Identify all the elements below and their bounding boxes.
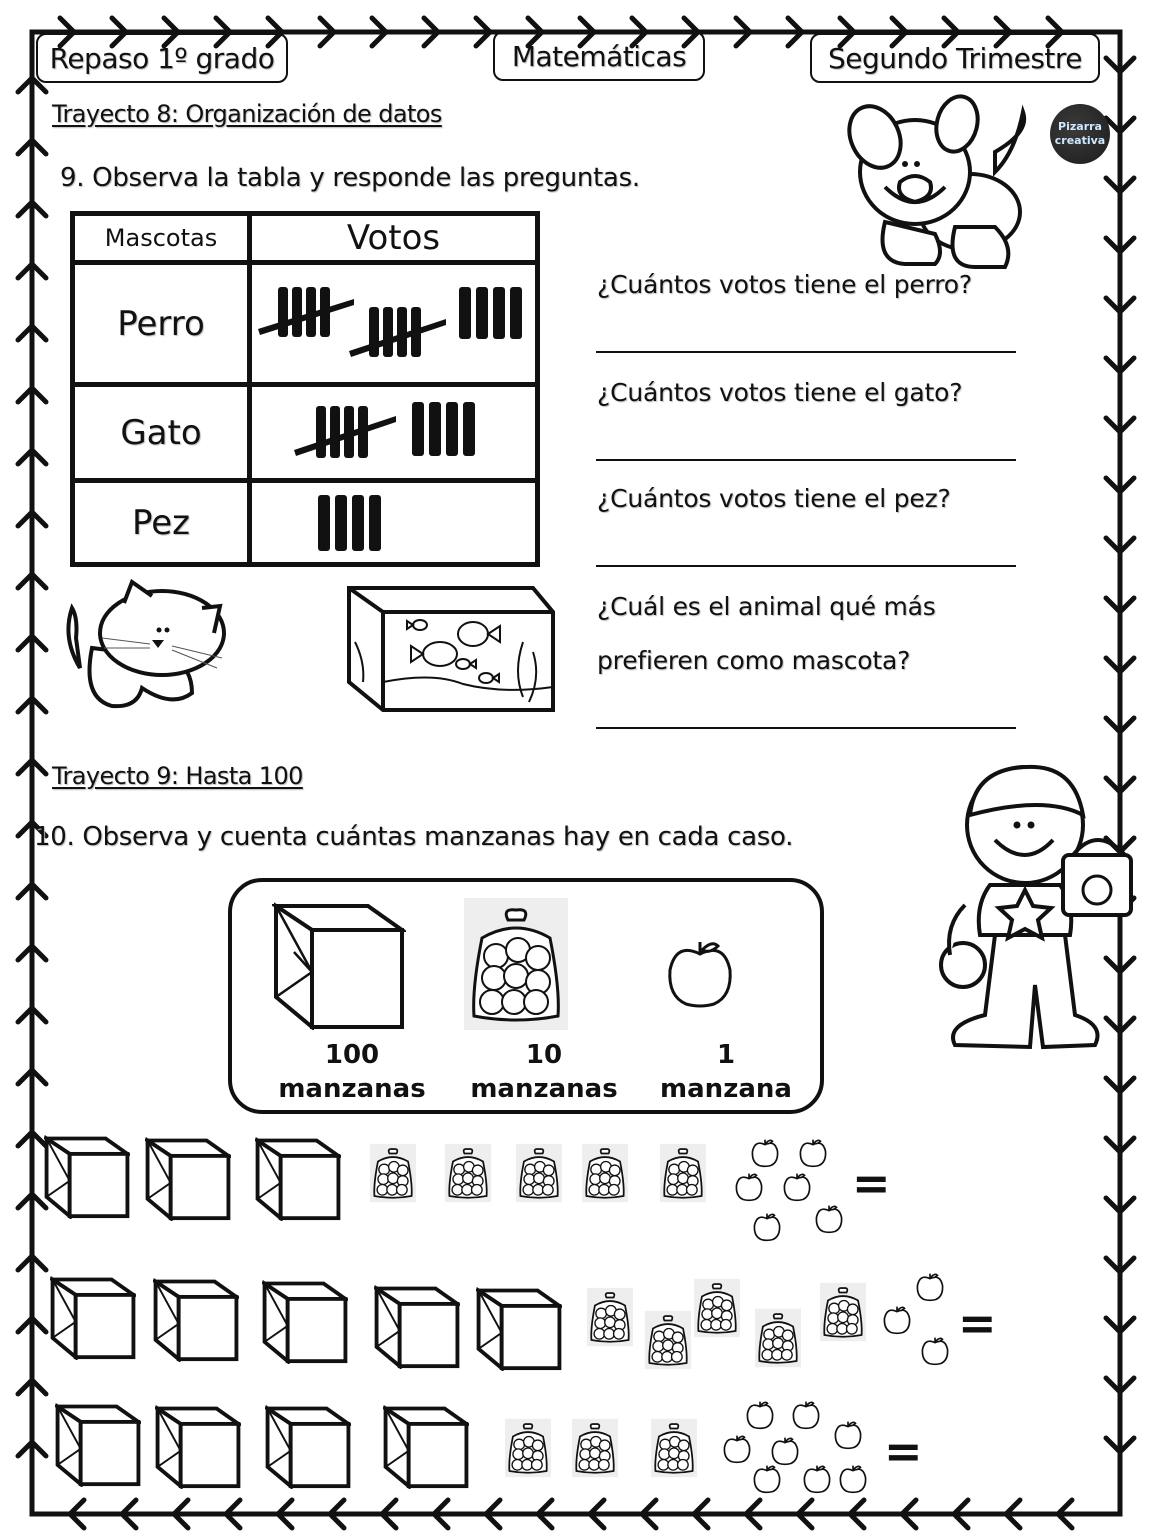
legend-value: 100 (324, 1040, 380, 1070)
box-icon (255, 1137, 341, 1225)
apple-icon (752, 1464, 782, 1498)
apple-icon (798, 1138, 828, 1172)
table-row (73, 263, 538, 385)
box-icon (44, 1135, 130, 1223)
box-icon (265, 1405, 351, 1493)
bag-icon (755, 1308, 801, 1372)
boy-with-bag-icon (935, 755, 1135, 1065)
legend-value: 1 (716, 1040, 736, 1070)
apple-icon (782, 1172, 812, 1206)
pet-name: Perro (73, 263, 250, 385)
votes-table (70, 211, 540, 567)
legend-item-box (272, 1038, 432, 1106)
question-pez: ¿Cuántos votos tiene el pez? (597, 484, 951, 513)
bag-icon (464, 898, 568, 1030)
table-header-votos: Votos (250, 214, 538, 263)
pet-name: Gato (73, 385, 250, 481)
subject-label: Matemáticas (493, 31, 705, 81)
apple-icon (750, 1138, 780, 1172)
apple-icon (722, 1434, 752, 1468)
logo-line1: Pizarra (1058, 120, 1102, 133)
answer-line-perro[interactable] (596, 351, 1016, 353)
section8-title: Trayecto 8: Organización de datos (52, 100, 442, 128)
table-row (73, 385, 538, 481)
bag-icon (572, 1418, 618, 1482)
box-icon (476, 1287, 562, 1375)
answer-line-gato[interactable] (596, 459, 1016, 461)
apple-icon (802, 1464, 832, 1498)
box-icon (272, 902, 406, 1030)
tally-marks-pez-icon (314, 493, 394, 553)
pet-name: Pez (73, 481, 250, 565)
answer-line-favorite[interactable] (596, 727, 1016, 729)
legend-item-bag (464, 1038, 624, 1106)
box-icon (55, 1403, 141, 1491)
question-gato: ¿Cuántos votos tiene el gato? (597, 378, 963, 407)
bag-icon (582, 1143, 628, 1207)
answer-line-pez[interactable] (596, 565, 1016, 567)
equals-sign-row3: = (884, 1424, 923, 1478)
apple-icon (745, 1400, 775, 1434)
box-icon (374, 1285, 460, 1373)
bag-icon (587, 1287, 633, 1351)
pizarra-creativa-logo (1050, 104, 1110, 164)
bag-icon (651, 1418, 697, 1482)
bag-icon (516, 1143, 562, 1207)
section9-instruction: 10. Observa y cuenta cuántas manzanas hay en cada caso. (34, 822, 794, 852)
apple-icon (734, 1172, 764, 1206)
apple-icon (791, 1400, 821, 1434)
box-icon (50, 1276, 136, 1364)
apple-icon (833, 1420, 863, 1454)
section8-instruction: 9. Observa la tabla y responde las preguntas. (60, 163, 640, 193)
apple-icon (915, 1272, 945, 1306)
table-row (73, 481, 538, 565)
tally-marks (250, 263, 538, 385)
apple-icon (814, 1204, 844, 1238)
box-icon (155, 1405, 241, 1493)
fish-tank-icon (343, 582, 557, 714)
bag-icon (505, 1418, 551, 1482)
box-icon (383, 1405, 469, 1493)
question-favorite-line1: ¿Cuál es el animal qué más (597, 592, 936, 621)
apple-icon (752, 1212, 782, 1246)
apple-icon (920, 1336, 950, 1370)
apple-icon (664, 938, 736, 1010)
equals-sign-row2: = (958, 1296, 997, 1350)
legend-item-apple (646, 1038, 806, 1106)
apple-icon (882, 1305, 912, 1339)
box-icon (262, 1280, 348, 1368)
value-legend-box (228, 878, 824, 1114)
legend-unit: manzanas (278, 1074, 426, 1104)
dog-icon (845, 92, 1035, 272)
tally-marks (250, 481, 538, 565)
grade-label: Repaso 1º grado (36, 33, 288, 83)
legend-unit: manzana (660, 1074, 792, 1104)
bag-icon (370, 1143, 416, 1207)
bag-icon (820, 1282, 866, 1346)
apple-icon (838, 1464, 868, 1498)
box-icon (153, 1278, 239, 1366)
bag-icon (445, 1143, 491, 1207)
bag-icon (660, 1143, 706, 1207)
section9-title: Trayecto 9: Hasta 100 (52, 762, 303, 790)
tally-marks-perro-icon (254, 279, 534, 369)
term-label: Segundo Trimestre (810, 33, 1100, 83)
question-perro: ¿Cuántos votos tiene el perro? (597, 270, 972, 299)
bag-icon (645, 1310, 691, 1374)
question-favorite-line2: prefieren como mascota? (597, 646, 911, 675)
box-icon (145, 1137, 231, 1225)
equals-sign-row1: = (852, 1156, 891, 1210)
bag-icon (694, 1278, 740, 1342)
tally-marks-gato-icon (294, 398, 494, 468)
tally-marks (250, 385, 538, 481)
logo-line2: creativa (1054, 134, 1106, 147)
legend-value: 10 (525, 1040, 563, 1070)
table-header-mascotas: Mascotas (73, 214, 250, 263)
legend-unit: manzanas (470, 1074, 618, 1104)
cat-icon (62, 578, 227, 713)
